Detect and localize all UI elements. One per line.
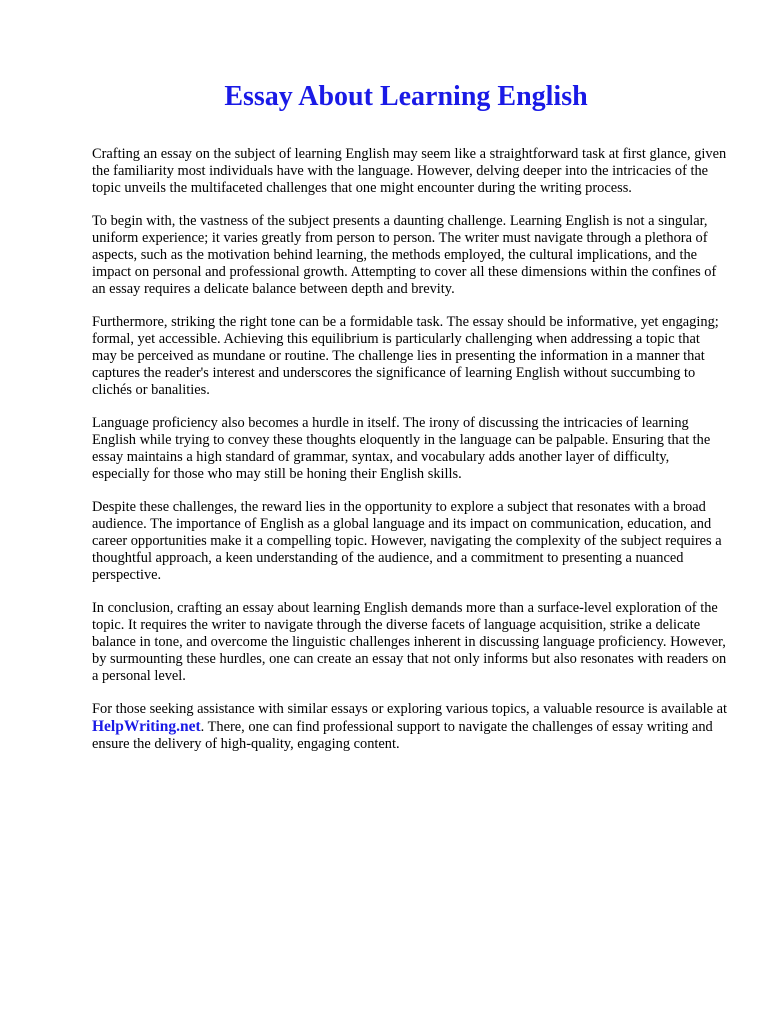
paragraph-conclusion: In conclusion, crafting an essay about learning English demands more than a surface-level exploration of the topic. It requires the writer to navigate through the diverse facets of language acquisition, strike a delicate balance in tone, and overcome the linguistic challenges inherent in discussing language proficiency. However, by surmounting these hurdles, one can create an essay that not only informs but also resonates with readers on a personal level.: [92, 600, 727, 684]
paragraph-vastness: To begin with, the vastness of the subject presents a daunting challenge. Learning English is not a singular, uniform experience; it varies greatly from person to person. The writer must navigate through a plethora of aspects, such as the motivation behind learning, the methods employed, the cultural implications, and the impact on personal and professional growth. Attempting to cover all these dimensions within the confines of an essay requires a delicate balance between depth and brevity.: [92, 213, 717, 297]
document-body: [92, 146, 728, 769]
helpwriting-link[interactable]: HelpWriting.net: [92, 718, 201, 735]
document-title: Essay About Learning English: [224, 81, 588, 112]
paragraph-reward: Despite these challenges, the reward lies in the opportunity to explore a subject that resonates with a broad audience. The importance of English as a global language and its impact on communication, education, and career opportunities make it a compelling topic. However, navigating the complexity of the subject requires a thoughtful approach, a keen understanding of the audience, and a commitment to presenting a nuanced perspective.: [92, 499, 722, 583]
closing-text-before: For those seeking assistance with similar essays or exploring various topics, a valuable resource is available at: [92, 701, 728, 717]
paragraph-intro: Crafting an essay on the subject of learning English may seem like a straightforward task at first glance, given the familiarity most individuals have with the language. However, delving deeper into the intricacies of the topic unveils the multifaceted challenges that one might encounter during the writing process.: [92, 146, 727, 196]
paragraph-closing: [92, 701, 728, 753]
paragraph-tone: Furthermore, striking the right tone can be a formidable task. The essay should be informative, yet engaging; formal, yet accessible. Achieving this equilibrium is particularly challenging when addressing a topic that may be perceived as mundane or routine. The challenge lies in presenting the information in a manner that captures the reader's interest and underscores the significance of learning English without succumbing to clichés or banalities.: [92, 314, 719, 398]
paragraph-proficiency: Language proficiency also becomes a hurdle in itself. The irony of discussing the intricacies of learning English while trying to convey these thoughts eloquently in the language can be palpable. Ensuring that the essay maintains a high standard of grammar, syntax, and vocabulary adds another layer of difficulty, especially for those who may still be honing their English skills.: [92, 415, 711, 482]
closing-text-after: . There, one can find professional support to navigate the challenges of essay writing and ensure the delivery of high-quality, engaging content.: [92, 719, 713, 752]
